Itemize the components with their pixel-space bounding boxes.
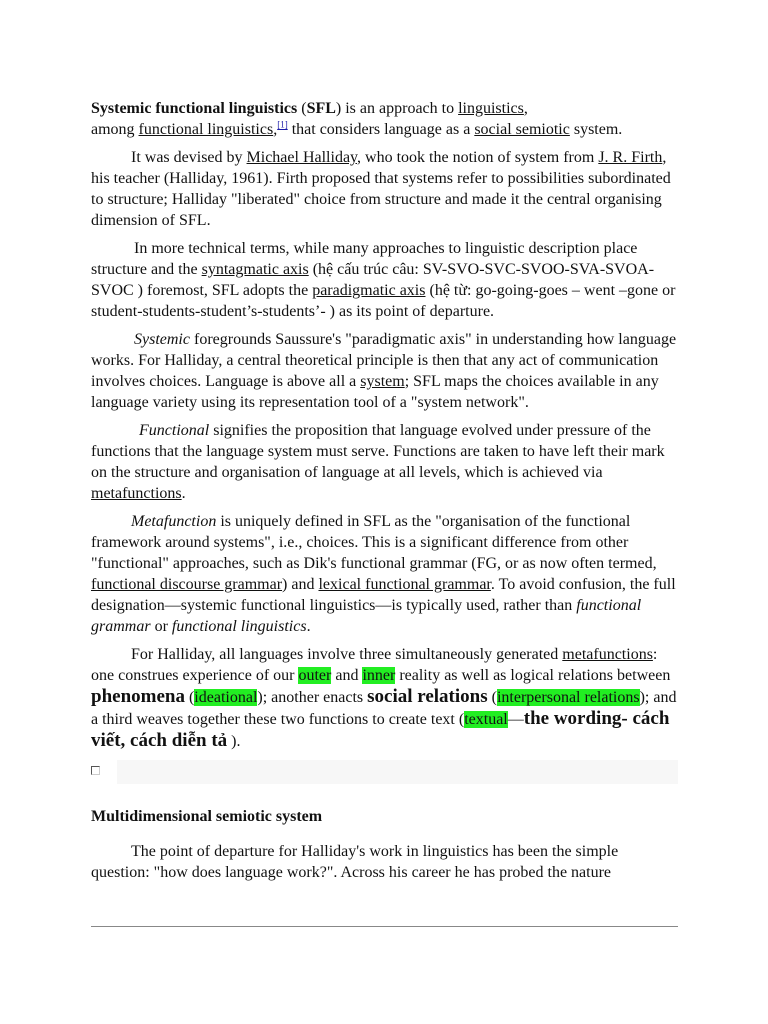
link-metafunctions[interactable]: metafunctions <box>91 485 182 502</box>
paragraph-intro: Systemic functional linguistics (SFL) is an approach to linguistics, among functional linguistics,[1] that considers language as a social semiotic system. <box>91 100 623 138</box>
paragraph-three-metafunctions: For Halliday, all languages involve three simultaneously generated metafunctions: one construes experience of our outer and inner reality as well as logical relations between phenomena (ideational); another enacts social relations (interpersonal relations); and a third weaves together these two functions to create text (textual—the wording- cách viết, cách diễn tả ). <box>91 646 677 751</box>
link-linguistics[interactable]: linguistics <box>458 100 524 117</box>
highlight-interpersonal: interpersonal relations <box>496 689 640 706</box>
term-sfl: Systemic functional linguistics <box>91 100 298 117</box>
footnote-ref[interactable]: [1] <box>277 119 288 130</box>
paragraph-functional: Functional signifies the proposition that language evolved under pressure of the functions that the language system must serve. Functions are taken to have left their mark on the structure and organisation of language at all levels, which is achieved via metafunctions. <box>91 422 665 502</box>
emphasis-wording: the wording- cách viết, cách diễn tả <box>91 708 670 751</box>
link-functional-linguistics[interactable]: functional linguistics <box>138 121 274 138</box>
link-system[interactable]: system <box>360 373 405 390</box>
link-paradigmatic-axis[interactable]: paradigmatic axis <box>312 282 426 299</box>
paragraph-technical: In more technical terms, while many approaches to linguistic description place structure and the syntagmatic axis (hệ cấu trúc câu: SV-SVO-SVC-SVOO-SVA-SVOA- SVOC ) foremost, SFL adopts the paradigmatic axis (hệ từ: go-going-goes – went –gone or student-students-student’s-students’- ) as its point of departure. <box>91 240 676 320</box>
document-page <box>91 98 678 890</box>
paragraph-halliday: It was devised by Michael Halliday, who took the notion of system from J. R. Firth, his teacher (Halliday, 1961). Firth proposed that systems refer to possibilities subordinated to structure; Halliday "liberated" choice from structure and made it the central organising dimension of SFL. <box>91 149 671 229</box>
link-lexical-functional-grammar[interactable]: lexical functional grammar <box>318 576 491 593</box>
paragraph-point-of-departure: The point of departure for Halliday's work in linguistics has been the simple question: "how does language work?". Across his career he has probed the nature <box>91 843 619 881</box>
link-jr-firth[interactable]: J. R. Firth <box>598 149 663 166</box>
page-bottom-divider <box>91 926 678 927</box>
separator-bar <box>117 760 678 784</box>
link-syntagmatic-axis[interactable]: syntagmatic axis <box>201 261 309 278</box>
section-separator <box>91 760 678 784</box>
link-functional-discourse-grammar[interactable]: functional discourse grammar <box>91 576 283 593</box>
link-metafunctions-2[interactable]: metafunctions <box>562 646 653 663</box>
paragraph-systemic: Systemic foregrounds Saussure's "paradigmatic axis" in understanding how language works. For Halliday, a central theoretical principle is then that any act of communication involves choices. Language is above all a system; SFL maps the choices available in any language variety using its representation tool of a "system network". <box>91 331 677 411</box>
abbr-sfl: SFL <box>306 100 336 117</box>
highlight-outer: outer <box>298 667 332 684</box>
section-heading: Multidimensional semiotic system <box>91 808 323 825</box>
highlight-textual: textual <box>464 711 508 728</box>
highlight-inner: inner <box>362 667 396 684</box>
paragraph-metafunction: Metafunction is uniquely defined in SFL as the "organisation of the functional framework around systems", i.e., choices. This is a significant difference from other "functional" approaches, such as Dik's functional grammar (FG, or as now often termed, functional discourse grammar) and lexical functional grammar. To avoid confusion, the full designation—systemic functional linguistics—is typically used, rather than functional grammar or functional linguistics. <box>91 513 676 635</box>
checkbox-icon[interactable] <box>91 766 100 775</box>
emphasis-phenomena: phenomena <box>91 686 185 707</box>
link-michael-halliday[interactable]: Michael Halliday <box>246 149 358 166</box>
link-social-semiotic[interactable]: social semiotic <box>474 121 570 138</box>
emphasis-social-relations: social relations <box>367 686 488 707</box>
highlight-ideational: ideational <box>194 689 258 706</box>
